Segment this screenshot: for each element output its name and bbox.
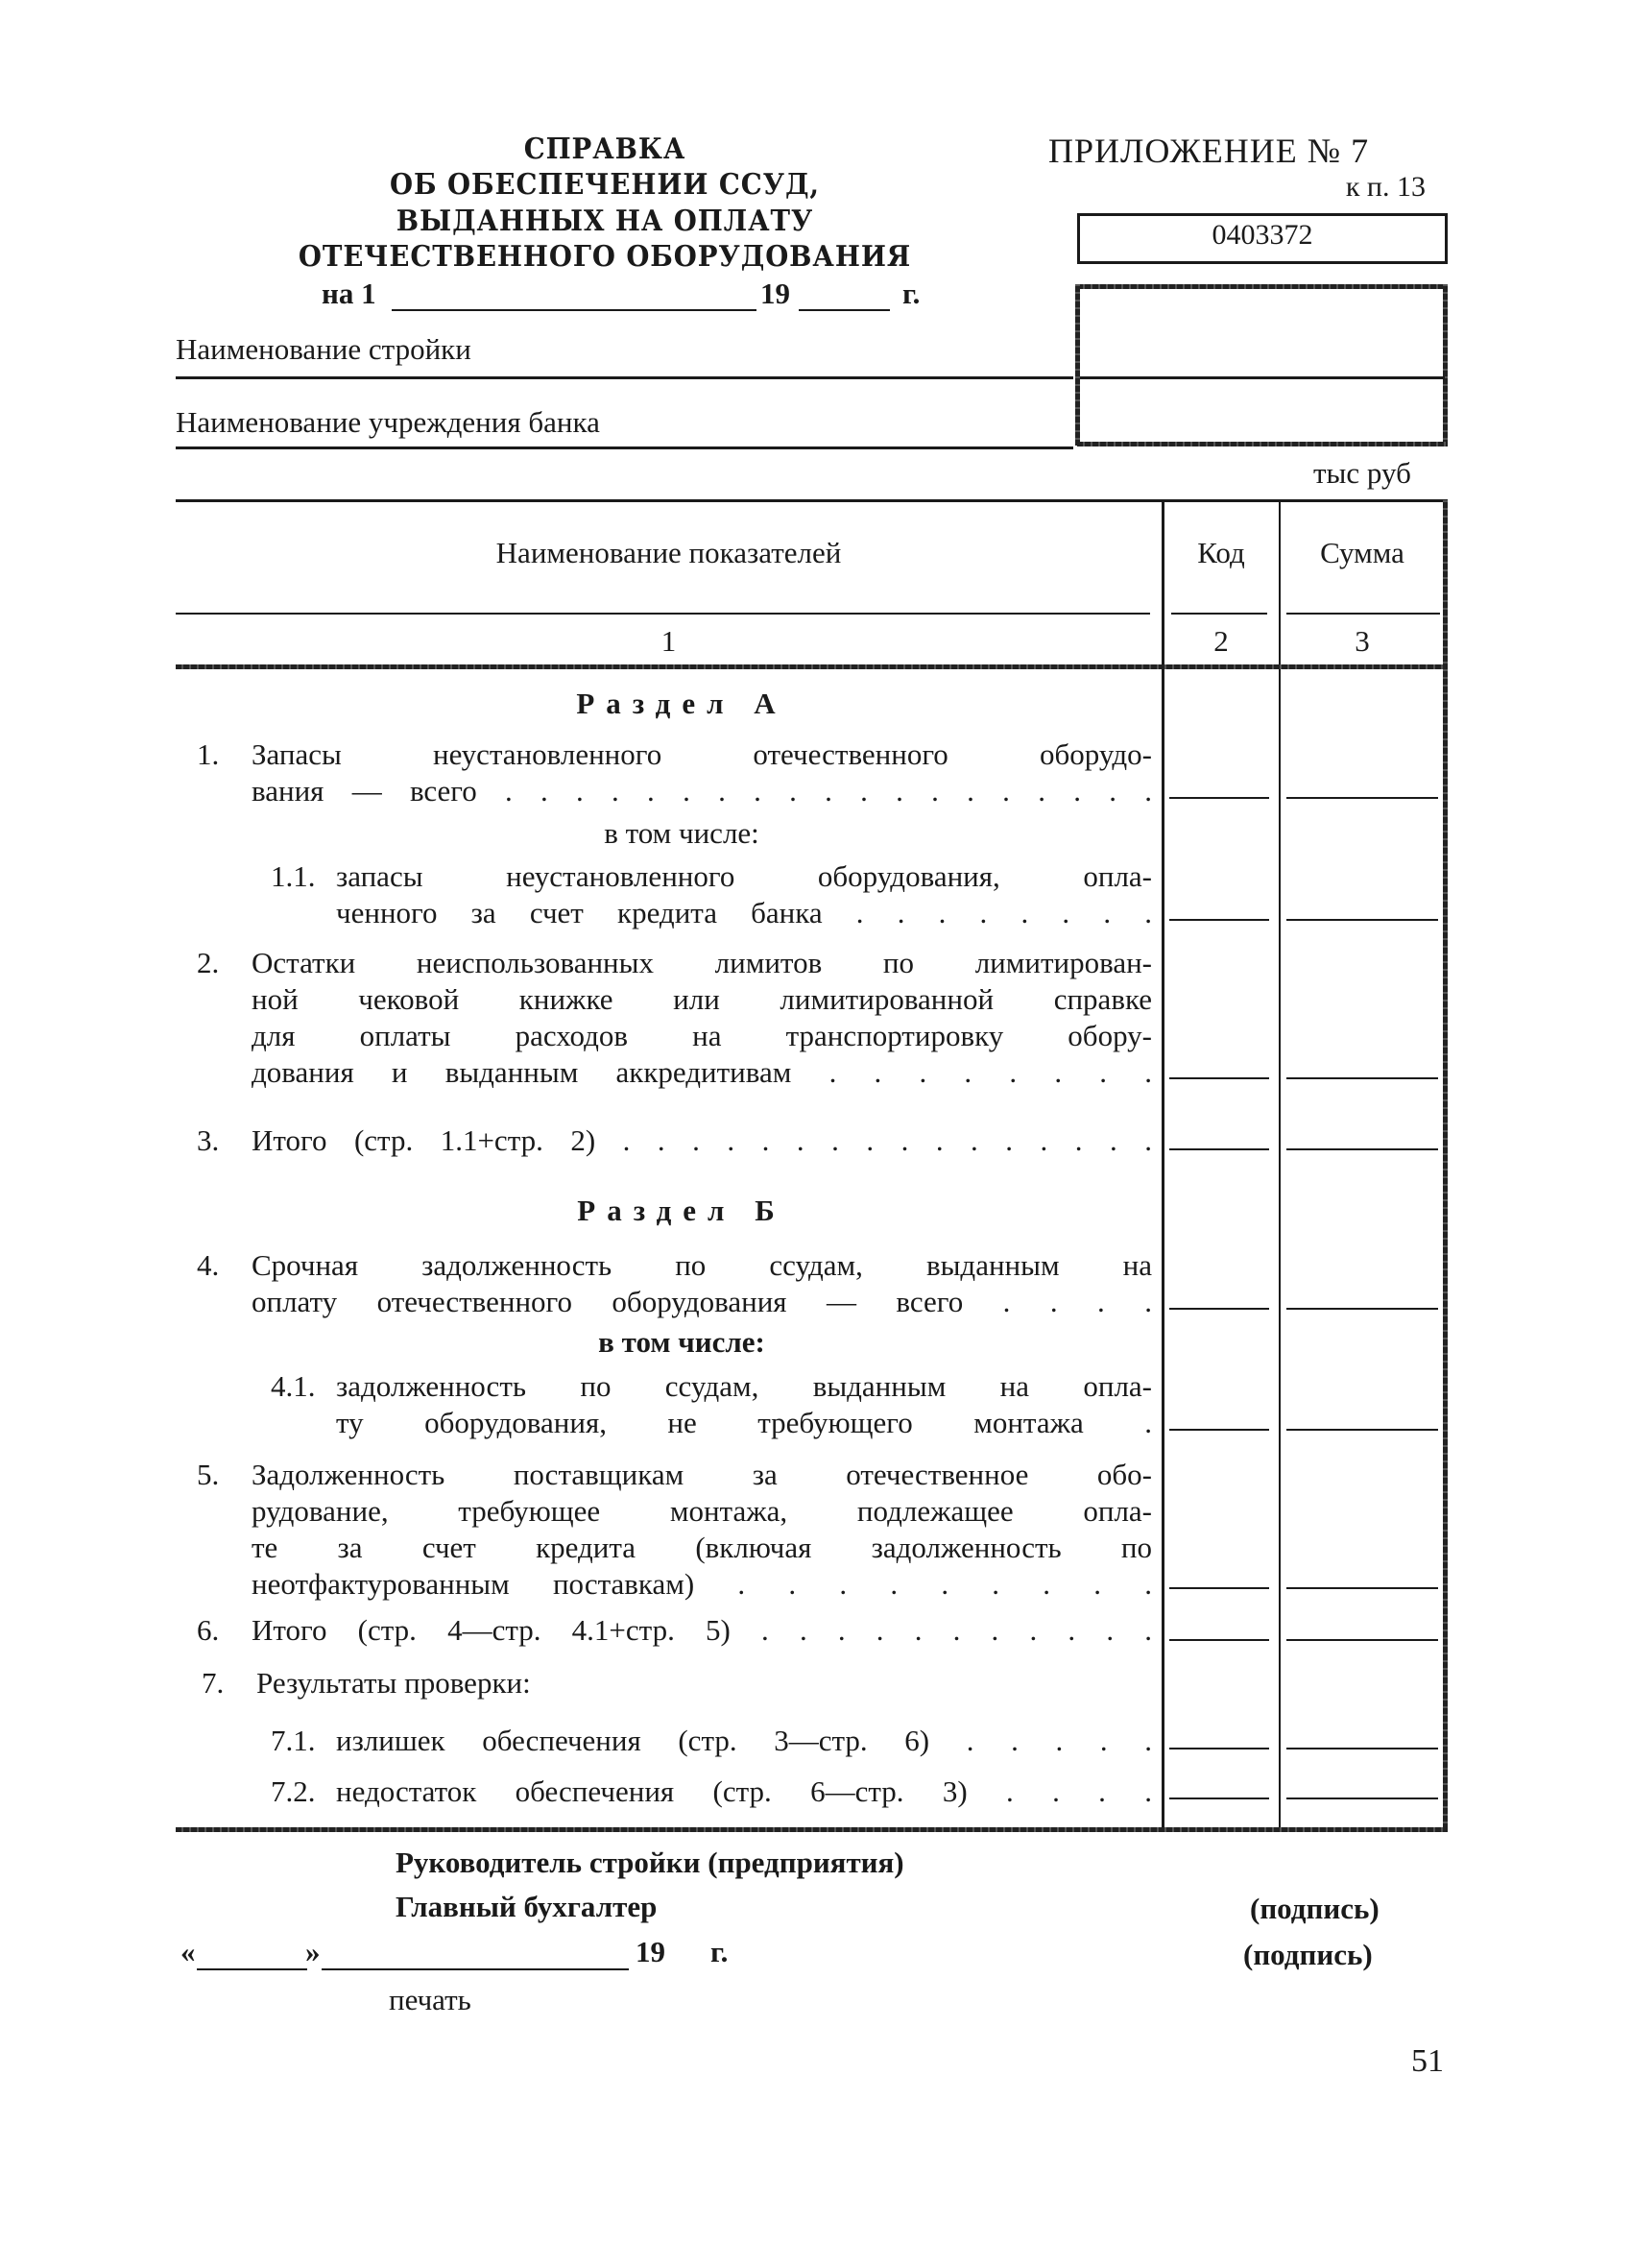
divider [1077,261,1448,264]
row-number: 2. [197,946,220,979]
row-number: 7.1. [271,1724,316,1757]
row-text-line: задолженность по ссудам, выданным на опла- [336,1369,1152,1403]
bank-label: Наименование учреждения банка [176,405,600,439]
col-header-name: Наименование показателей [495,536,842,569]
row-text-line: Остатки неиспользованных лимитов по лимитирован- [252,946,1152,979]
sign-year-suffix: г. [710,1935,729,1968]
divider [1077,213,1448,216]
column-divider [1279,499,1281,1829]
col-header-sum: Сумма [1320,536,1404,569]
code-cell[interactable] [1169,797,1269,799]
section-a-heading: Раздел А [576,687,787,720]
code-cell[interactable] [1169,1587,1269,1589]
title-line-4: ОТЕЧЕСТВЕННОГО ОБОРУДОВАНИЯ [298,240,912,274]
construction-label: Наименование стройки [176,332,471,366]
row-number: 7. [202,1666,225,1700]
sign-year: 19 [636,1935,665,1968]
row-text-line: Результаты проверки: [256,1666,531,1700]
table-bottom-border [176,1827,1448,1832]
divider [1443,284,1448,446]
appendix-label: ПРИЛОЖЕНИЕ № 7 [1048,132,1370,170]
code-cell[interactable] [1169,1798,1269,1799]
section-b-heading: Раздел Б [577,1194,786,1227]
divider [1171,613,1267,615]
date-day-field[interactable] [392,309,756,311]
row-text-line: дования и выданным аккредитивам . . . . . . . . [252,1055,1152,1089]
sign-day-field[interactable] [197,1968,307,1970]
bank-name-field[interactable] [176,446,1073,449]
column-divider [1162,499,1164,1829]
code-cell[interactable] [1169,919,1269,921]
row-text-line: излишек обеспечения (стр. 3—стр. 6) . . . . . [336,1724,1152,1757]
row-text-line: рудование, требующее монтажа, подлежащее опла- [252,1494,1152,1528]
code-cell[interactable] [1169,1748,1269,1749]
sum-cell[interactable] [1286,1587,1438,1589]
including-label: в том числе: [604,816,759,850]
row-text-line: запасы неустановленного оборудования, опла- [336,859,1152,893]
divider [176,613,1150,615]
construction-code-field[interactable] [1083,288,1440,374]
divider [1077,442,1448,446]
stamp-label: печать [389,1983,471,2016]
code-cell[interactable] [1169,1077,1269,1079]
signature-head: (подпись) [1250,1892,1380,1925]
table-right-border [1443,499,1448,1829]
col-number-1: 1 [660,624,677,658]
date-year-field[interactable] [799,309,890,311]
title-line-1: СПРАВКА [523,133,686,166]
code-cell[interactable] [1169,1148,1269,1150]
row-text-line: Итого (стр. 1.1+стр. 2) . . . . . . . . . . . . . . . . [252,1123,1152,1157]
col-header-code: Код [1197,536,1245,569]
code-cell[interactable] [1169,1308,1269,1310]
code-cell[interactable] [1169,1639,1269,1641]
row-number: 1. [197,737,220,771]
row-text-line: вания — всего . . . . . . . . . . . . . . . . . . . [252,774,1152,808]
col-number-2: 2 [1213,624,1229,658]
signature-accountant: (подпись) [1243,1938,1373,1971]
row-text-line: ту оборудования, не требующего монтажа . [336,1406,1152,1439]
title-line-2: ОБ ОБЕСПЕЧЕНИИ ССУД, [390,168,820,202]
row-text-line: Срочная задолженность по ссудам, выданным на [252,1248,1152,1282]
units-label: тыс руб [1313,456,1411,490]
sum-cell[interactable] [1286,1148,1438,1150]
title-line-3: ВЫДАННЫХ НА ОПЛАТУ [396,205,814,238]
bank-code-field[interactable] [1083,380,1440,440]
head-label: Руководитель стройки (предприятия) [396,1846,904,1879]
sum-cell[interactable] [1286,1429,1438,1431]
row-number: 4.1. [271,1369,316,1403]
including-label: в том числе: [598,1325,765,1359]
sum-cell[interactable] [1286,1798,1438,1799]
sum-cell[interactable] [1286,1308,1438,1310]
row-number: 5. [197,1458,220,1491]
row-number: 4. [197,1248,220,1282]
date-suffix: г. [902,277,921,310]
row-text-line: оплату отечественного оборудования — всего . . . . [252,1285,1152,1318]
sign-month-field[interactable] [322,1968,629,1970]
row-text-line: Запасы неустановленного отечественного оборудо- [252,737,1152,771]
row-text-line: ной чековой книжке или лимитированной справке [252,982,1152,1016]
sum-cell[interactable] [1286,1748,1438,1749]
row-number: 6. [197,1613,220,1647]
divider [1075,284,1080,446]
date-close-quote: » [305,1935,321,1968]
sum-cell[interactable] [1286,797,1438,799]
divider [176,664,1448,669]
row-text-line: ченного за счет кредита банка . . . . . . . . [336,896,1152,929]
row-number: 7.2. [271,1774,316,1808]
col-number-3: 3 [1355,624,1370,658]
row-number: 3. [197,1123,220,1157]
page-number: 51 [1411,2043,1444,2079]
row-number: 1.1. [271,859,316,893]
date-year: 19 [760,277,790,310]
sum-cell[interactable] [1286,1077,1438,1079]
divider [1286,613,1440,615]
accountant-label: Главный бухгалтер [396,1890,658,1923]
row-text-line: Итого (стр. 4—стр. 4.1+стр. 5) . . . . . . . . . . . [252,1613,1152,1647]
row-text-line: те за счет кредита (включая задолженность по [252,1531,1152,1564]
sum-cell[interactable] [1286,919,1438,921]
divider [1080,376,1445,379]
appendix-ref: к п. 13 [1345,171,1426,203]
row-text-line: недостаток обеспечения (стр. 6—стр. 3) . . . . [336,1774,1152,1808]
row-text-line: Задолженность поставщикам за отечественное обо- [252,1458,1152,1491]
date-open-quote: « [180,1935,196,1968]
construction-name-field[interactable] [176,376,1073,379]
row-text-line: для оплаты расходов на транспортировку обору- [252,1019,1152,1052]
sum-cell[interactable] [1286,1639,1438,1641]
form-code: 0403372 [1212,219,1313,251]
date-prefix: на 1 [322,277,376,310]
row-text-line: неотфактурованным поставкам) . . . . . . . . . [252,1567,1152,1601]
table-top-border [176,499,1448,502]
code-cell[interactable] [1169,1429,1269,1431]
